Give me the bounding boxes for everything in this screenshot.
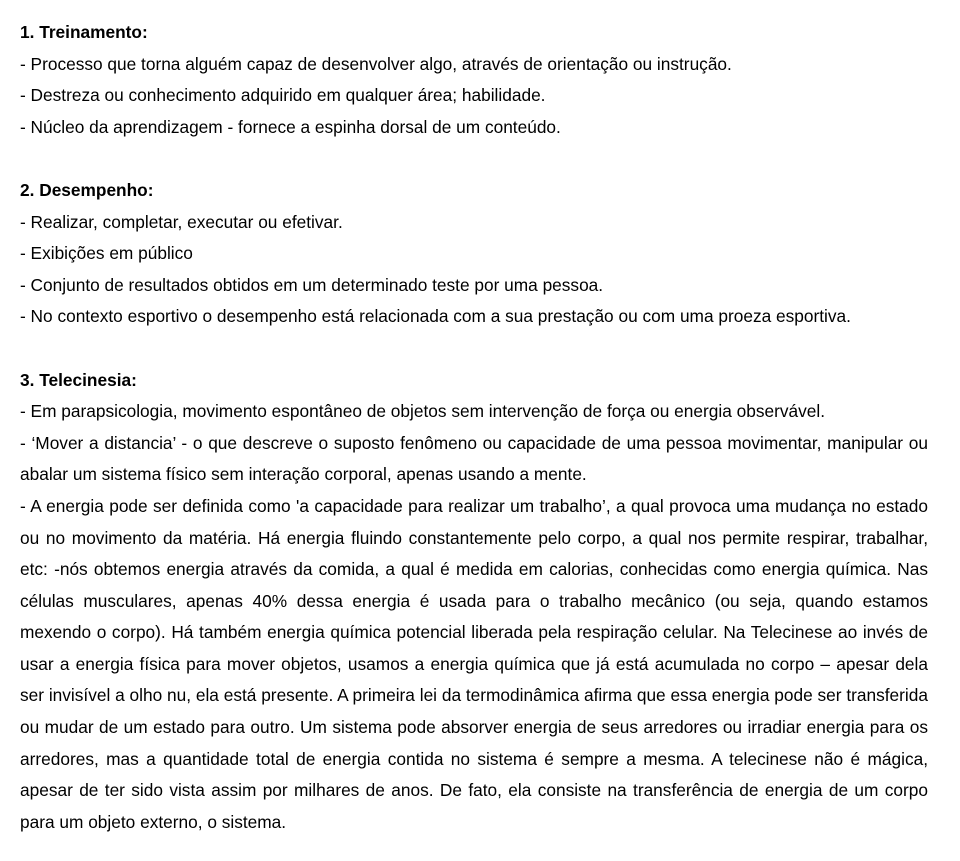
- section-telecinesia: [20, 365, 928, 839]
- list-item: - A energia pode ser definida como 'a capacidade para realizar um trabalho’, a qual provoca uma mudança no estado ou no movimento da matéria. Há energia fluindo constantemente pelo corpo, a qual nos permite respirar, trabalhar, etc: -nós obtemos energia através da comida, a qual é medida em calorias, conhecidas como energia química. Nas células musculares, apenas 40% dessa energia é usada para o trabalho mecânico (ou seja, quando estamos mexendo o corpo). Há também energia química potencial liberada pela respiração celular. Na Telecinese ao invés de usar a energia física para mover objetos, usamos a energia química que já está acumulada no corpo – apesar dela ser invisível a olho nu, ela está presente. A primeira lei da termodinâmica afirma que essa energia pode ser transferida ou mudar de um estado para outro. Um sistema pode absorver energia de seus arredores ou irradiar energia para os arredores, mas a quantidade total de energia contida no sistema é sempre a mesma. A telecinese não é mágica, apesar de ter sido vista assim por milhares de anos. De fato, ela consiste na transferência de energia de um corpo para um objeto externo, o sistema.: [20, 495, 928, 832]
- document-body: [20, 17, 928, 838]
- section-heading: 3. Telecinesia:: [20, 369, 137, 390]
- section-heading: 2. Desempenho:: [20, 179, 154, 200]
- list-item: - Em parapsicologia, movimento espontâneo de objetos sem intervenção de força ou energia observável.: [20, 401, 826, 422]
- section-treinamento: [20, 17, 928, 143]
- list-item: - ‘Mover a distancia’ - o que descreve o suposto fenômeno ou capacidade de uma pessoa movimentar, manipular ou abalar um sistema físico sem interação corporal, apenas usando a mente.: [20, 432, 928, 485]
- list-item: - Destreza ou conhecimento adquirido em qualquer área; habilidade.: [20, 85, 546, 106]
- list-item: - No contexto esportivo o desempenho está relacionada com a sua prestação ou com uma proeza esportiva.: [20, 306, 851, 327]
- section-desempenho: [20, 175, 928, 333]
- list-item: - Realizar, completar, executar ou efetivar.: [20, 211, 343, 232]
- list-item: - Conjunto de resultados obtidos em um determinado teste por uma pessoa.: [20, 274, 604, 295]
- list-item: - Núcleo da aprendizagem - fornece a espinha dorsal de um conteúdo.: [20, 116, 561, 137]
- list-item: - Processo que torna alguém capaz de desenvolver algo, através de orientação ou instrução.: [20, 53, 732, 74]
- section-heading: 1. Treinamento:: [20, 22, 148, 42]
- list-item: - Exibições em público: [20, 243, 193, 264]
